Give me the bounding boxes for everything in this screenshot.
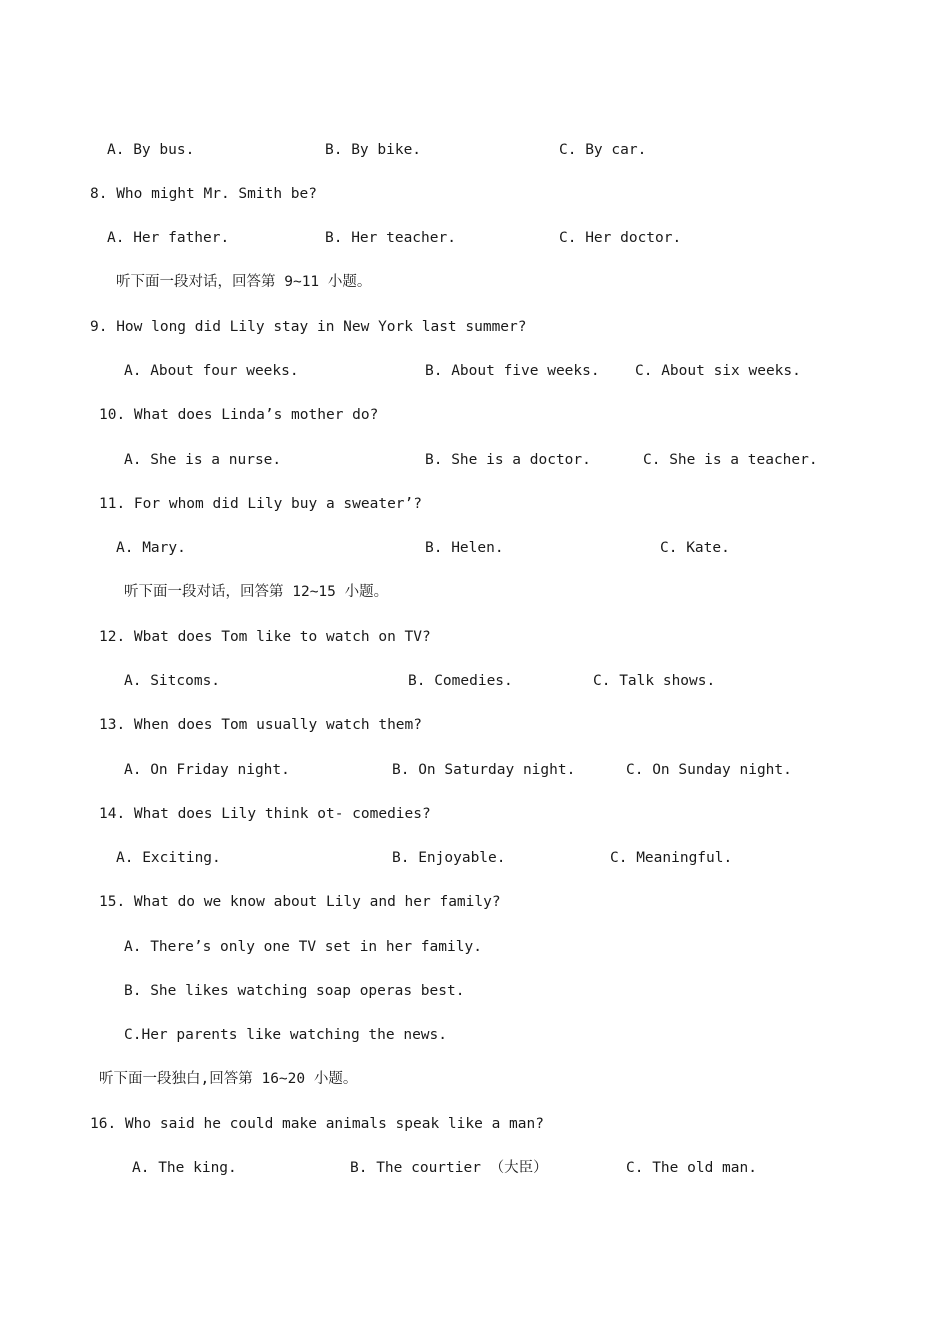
question-8: 8. Who might Mr. Smith be? xyxy=(90,186,317,202)
q9-option-a: A. About four weeks. xyxy=(124,363,299,379)
q7-option-b: B. By bike. xyxy=(325,142,422,158)
q8-option-a: A. Her father. xyxy=(107,230,230,246)
q13-option-a: A. On Friday night. xyxy=(124,762,290,778)
question-14: 14. What does Lily think ot- comedies? xyxy=(99,806,431,822)
question-16: 16. Who said he could make animals speak like a man? xyxy=(90,1116,544,1132)
q12-option-a: A. Sitcoms. xyxy=(124,673,221,689)
q14-option-b: B. Enjoyable. xyxy=(392,850,506,866)
q11-option-c: C. Kate. xyxy=(660,540,730,556)
question-15: 15. What do we know about Lily and her family? xyxy=(99,894,501,910)
question-13: 13. When does Tom usually watch them? xyxy=(99,717,423,733)
q13-option-b: B. On Saturday night. xyxy=(392,762,576,778)
q16-option-c: C. The old man. xyxy=(626,1160,757,1176)
q13-option-c: C. On Sunday night. xyxy=(626,762,792,778)
question-12: 12. Wbat does Tom like to watch on TV? xyxy=(99,629,431,645)
q11-option-b: B. Helen. xyxy=(425,540,504,556)
section-instruction-16-20: 听下面一段独白,回答第 16~20 小题。 xyxy=(99,1071,358,1087)
q15-option-b: B. She likes watching soap operas best. xyxy=(124,983,465,999)
q7-option-c: C. By car. xyxy=(559,142,647,158)
q7-option-a: A. By bus. xyxy=(107,142,195,158)
q11-option-a: A. Mary. xyxy=(116,540,186,556)
q10-option-a: A. She is a nurse. xyxy=(124,452,282,468)
section-instruction-12-15: 听下面一段对话，回答第 12~15 小题。 xyxy=(124,584,389,600)
q9-option-c: C. About six weeks. xyxy=(635,363,801,379)
question-11: 11. For whom did Lily buy a sweater’? xyxy=(99,496,423,512)
q10-option-c: C. She is a teacher. xyxy=(643,452,818,468)
question-10: 10. What does Linda’s mother do? xyxy=(99,407,379,423)
q16-option-b: B. The courtier （大臣） xyxy=(350,1160,548,1176)
q10-option-b: B. She is a doctor. xyxy=(425,452,591,468)
q15-option-a: A. There’s only one TV set in her family. xyxy=(124,939,482,955)
q14-option-a: A. Exciting. xyxy=(116,850,221,866)
question-9: 9. How long did Lily stay in New York last summer? xyxy=(90,319,527,335)
q14-option-c: C. Meaningful. xyxy=(610,850,733,866)
q12-option-c: C. Talk shows. xyxy=(593,673,716,689)
q12-option-b: B. Comedies. xyxy=(408,673,513,689)
section-instruction-9-11: 听下面一段对话，回答第 9~11 小题。 xyxy=(116,274,372,290)
q8-option-b: B. Her teacher. xyxy=(325,230,456,246)
q9-option-b: B. About five weeks. xyxy=(425,363,600,379)
q8-option-c: C. Her doctor. xyxy=(559,230,682,246)
q15-option-c: C.Her parents like watching the news. xyxy=(124,1027,448,1043)
q16-option-a: A. The king. xyxy=(132,1160,237,1176)
